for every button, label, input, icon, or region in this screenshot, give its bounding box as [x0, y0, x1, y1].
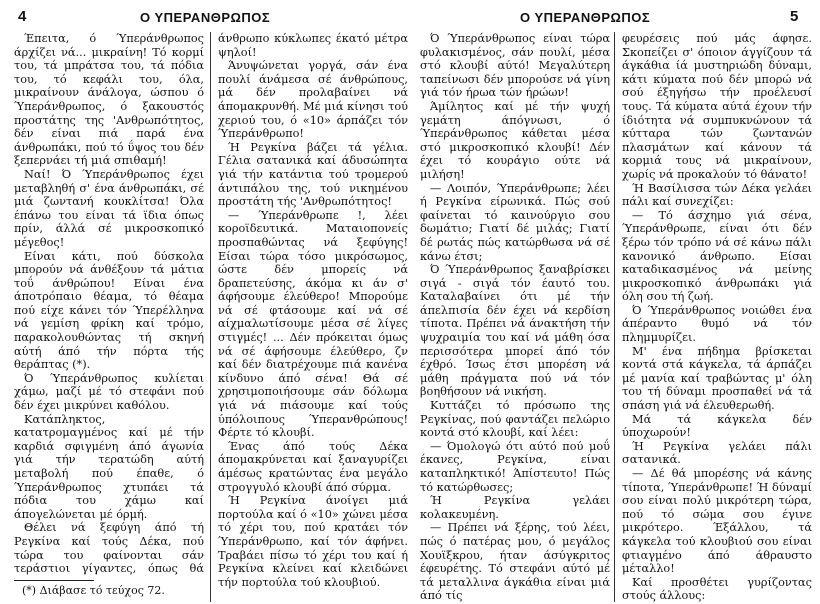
paragraph: Ό Ύπεράνθρωπος κυλίεται χάμω, μαζί μέ τό στεφάνι πού δέν έχει μικρύνει καθόλου.	[14, 371, 204, 413]
paragraph: Είναι κάτι, πού δύσκολα μπορούν νά άνθέξουν τά μάτια τοΰ άνθρώπου! Είναι ένα άποτρόπαιο θέαμα, τό θέαμα πού είχε κάνει τόν Ύπερέλληνα νά γεμίση φρίκη καί τρόμο, παρακολουθώντας τή σκηνή αύτή άπό τήν πόρτα τής θεράπτας (*).	[14, 249, 204, 372]
paragraph: — Δέ θά μπορέσης νά κάνης τίποτα, Ύπεράνθρωπε! Ή δύναμί σου είναι πολύ μικρότερη τώρα, πού τό σώμα σου έγινε μικρότερο. Έξάλλου, τά κάγκελα τού κλουβιού σου είναι φτιαγμένο άπό άθραυστο μέταλλο!	[622, 467, 812, 576]
paragraph: Καί προσθέτει γυρίζοντας στούς άλλους:	[622, 575, 812, 603]
paragraph: Έπειτα, ό Ύπεράνθρωπος άρχίζει νά... μικραίνη! Τό κορμί του, τά μπράτσα του, τά πόδια του, τό κεφάλι του, όλα, μικραίνουν άνάλογα, ώσπου ό Ύπεράνθρωπος, ό ξακουστός προστάτης της 'Ανθρωπότητος, δέν είναι πιά παρά ένα άνθρωπάκι, πού τό ΰψος του δέν ξεπερνάει τή μιά σπιθαμή!	[14, 32, 204, 168]
paragraph: — Πρέπει νά ξέρης, τού λέει, πώς ό πατέρας μου, ό μεγάλος Χουϊξκρου, ήταν άσύγκριτος έφευρέτης. Τό στεφάνι αύτό μέ τά μεταλλινα άγκάθια είναι μιά άπό τίς	[420, 521, 610, 603]
right-page-number: 5	[790, 8, 799, 25]
paragraph: Ό Ύπεράνθρωπος είναι τώρα φυλακισμένος, σάν πουλί, μέσα στό κλουβί αύτό! Μεγαλύτερη ταπείνωσι δέν μπορούσε νά γίνη γιά τόν ήρωα τών ήρώων!	[420, 32, 610, 100]
paragraph: — Τό άσχημο γιά σένα, Ύπεράνθρωπε, είναι ότι δέν ξέρω τόν τρόπο νά σέ κάνω πάλι κανονικό άνθρωπο. Είσαι καταδικασμένος νά μείνης μικροσκοπικό άνθρωπάκι γιά όλη σου τή ζωή.	[622, 208, 812, 304]
paragraph: Ό Ύπεράνθρωπος νοιώθει ένα άπέραντο θυμό νά τόν πλημμυρίζει.	[622, 303, 812, 345]
footnote-rule	[14, 580, 94, 581]
paragraph: Μ' ένα πήδημα βρίσκεται κοντά στά κάγκελα, τά άρπάζει μέ μανία καί τραβώντας μ' όλη του τή δύναμι προσπαθεί νά τά σπάση γιά νά έλευθερωθή.	[622, 344, 812, 413]
paragraph: Μά τά κάγκελα δέν ύποχωρούν!	[622, 412, 812, 440]
paragraph: Θέλει νά ξεφύγη άπό τή Ρεγκίνα καί τούς Δέκα, πού τώρα του φαίνονται σάν τεράστιοι γίγαντες, όπως θά	[14, 521, 204, 576]
right-running-title: Ο ΥΠΕΡΑΝΘΡΩΠΟΣ	[520, 10, 651, 25]
left-running-title: Ο ΥΠΕΡΑΝΘΡΩΠΟΣ	[140, 10, 271, 25]
footnote: (*) Διάβασε τό τεύχος 72.	[22, 584, 165, 597]
column-rule	[614, 32, 615, 602]
paragraph: Ή Ρεγκίνα άνοίγει μιά πορτούλα καί ό «10» χώνει μέσα τό χέρι του, πού κρατάει τόν Ύπεράνθρωπο, καί τόν άφήνει. Τραβάει πίσω τό χέρι του καί ή Ρεγκίνα κλείνει καί κλειδώνει τήν πορτούλα τού κλουβιού.	[218, 494, 408, 589]
paragraph: Ναί! Ό Ύπεράνθρωπος έχει μεταβληθή σ' ένα άνθρωπάκι, σέ μιά ζωντανή κουκλίτσα! Όλα έπάνω του είναι τά ϊδια όπως πρίν, άλλά σέ μικροσκοπικό μέγεθος!	[14, 167, 204, 249]
paragraph: Ή Βασίλισσα τών Δέκα γελάει πάλι καί συνεχίζει:	[622, 181, 812, 209]
text-column-3	[420, 32, 610, 604]
paragraph: Άνυψώνεται γοργά, σάν ένα πουλί άνάμεσα σέ άνθρώπους, μά δέν προλαβαίνει νά άπομακρυνθή. Μέ μιά κίνησι τού χεριού του, ό «10» άρπάζει τόν Ύπεράνθρωπο!	[218, 59, 408, 141]
paragraph: άνθρωπο κύκλωπες έκατό μέτρα ψηλοί!	[218, 32, 408, 59]
paragraph: Ένας άπό τούς Δέκα άπομακρύνεται καί ξαναγυρίζει άμέσως κρατώντας ένα μεγάλο στρογγυλό κλουβί άπό σύρμα.	[218, 439, 408, 494]
paragraph: Ή Ρεγκίνα γελάει πάλι σατανικά.	[622, 439, 812, 467]
text-column-4	[622, 32, 812, 604]
paragraph: — Όμολογώ ότι αύτό πού μοΰ έκανες, Ρεγκίνα, είναι καταπληκτικό! Άπίστευτο! Πώς τό κατώρθωσες;	[420, 439, 610, 494]
paragraph: Άμίλητος καί μέ τήν ψυχή γεμάτη άπόγνωσι, ό Ύπεράνθρωπος κάθεται μέσα στό μικροσκοπικό κλουβί! Δέν έχει τό κουράγιο ούτε νά μιλήση!	[420, 99, 610, 181]
paragraph: φευρέσεις πού μάς άφησε. Σκοπείζει σ' όποιον άγγίζουν τά άγκάθια ίά μυστηριώδη δύναμι, κάτι κύματα πού δέν μπορώ νά σού έξηγήσω τήν προέλευσί τους. Τά κύματα αύτά έχουν τήν ίδιότητα νά συμπυκνώνουν τά κύτταρα τών ζωντανών πλασμάτων καί κάνουν τά κορμιά τους νά μικραίνουν, χωρίς νά προκαλούν τό θάνατο!	[622, 32, 812, 181]
paragraph: Ό Ύπεράνθρωπος ξαναβρίσκει σιγά - σιγά τόν έαυτό του. Καταλαβαίνει ότι μέ τήν άπελπισία δέν έχει νά κερδίση τίποτα. Πρέπει νά άνακτήση τήν ψυχραιμία του καί νά μάθη όσα περισσότερα μπορεί άπό τόν έχθρό. Ίσως έτσι μπορέση νά μάθη πράγματα πού νά τόν βοηθήσουν νά νικήση.	[420, 263, 610, 399]
paragraph: Ή Ρεγκίνα γελάει κολακευμένη.	[420, 494, 610, 521]
left-page-number: 4	[18, 8, 27, 25]
text-column-2	[218, 32, 408, 604]
column-rule	[210, 32, 211, 602]
paragraph: — Ύπεράνθρωπε !, λέει κοροϊδευτικά. Ματαιοπονείς προσπαθώντας νά ξεφύγης! Είσαι τώρα τόσο μικρόσωμος, ώστε δέν μπορείς νά δραπετεύσης, άκόμα κι άν σ' άφήσουμε έλεύθερο! Μπορούμε νά σέ φτάσουμε καί νά σέ αίχμαλωτίσουμε μέσα σέ λίγες στιγμές! ... Δέν πρόκειται όμως νά σέ άφήσουμε έλεύθερο, ζν καί δέν διατρέχουμε πιά κανένα κίνδυνο άπό σένα! Θά σέ χρησιμοποιήσουμε σάν δόλωμα γιά νά πιάσουμε καί τούς ύπόλοιπους Ύπερανθρώπους! Φέρτε τό κλουβί.	[218, 208, 408, 440]
paragraph: Κατάπληκτος, κατατρομαγμένος καί μέ τήν καρδιά σφιγμένη άπό άγωνία γιά τήν τερατώδη αύτή μεταβολή πού έπαθε, ό Ύπεράνθρωπος χτυπάει τά πόδια του χάμω καί άπογελώνεται μέ όρμή.	[14, 412, 204, 521]
paragraph: Κυττάζει τό πρόσωπο της Ρεγκίνας, πού φαντάζει πελώριο κοντά στό κλουβί, καί λέει:	[420, 399, 610, 440]
text-column-1	[14, 32, 204, 576]
paragraph: Ή Ρεγκίνα βάζει τά γέλια. Γέλια σατανικά καί άδυσώπητα γιά τήν κατάντια τού τρομερού άντιπάλου της, τού νικημένου προστάτη τής 'Ανθρωπότητος!	[218, 140, 408, 209]
paragraph: — Λοιπόν, Ύπεράνθρωπε; λέει ή Ρεγκίνα είρωνικά. Πώς σού φαίνεται τό καινούργιο σου δωμάτιο; Γιατί δέ μιλάς; Γιατί δέ ρωτάς πώς κατώρθωσα νά σέ κάνω έτσι;	[420, 181, 610, 263]
